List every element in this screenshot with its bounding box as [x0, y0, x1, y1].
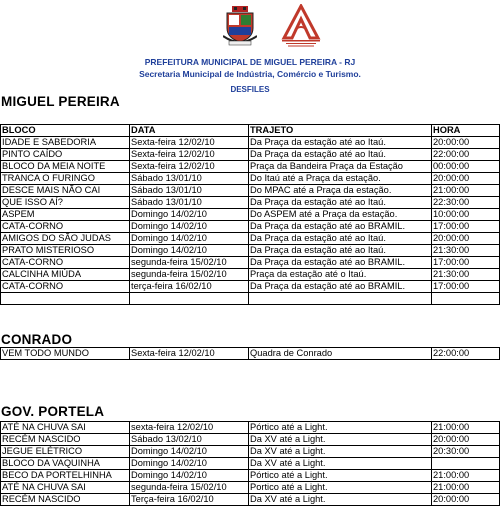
schedule-table-gov-portela: [0, 421, 500, 506]
bloco-cell: ASPEM: [1, 209, 130, 221]
time-cell: 00:00:00: [432, 161, 500, 173]
col-header-hora: HORA: [432, 125, 500, 137]
table-row: [1, 348, 500, 360]
route-cell: Praça da Bandeira Praça da Estação: [249, 161, 432, 173]
table-row: [1, 269, 500, 281]
bloco-cell: CATA-CORNO: [1, 257, 130, 269]
date-cell: segunda-feira 15/02/10: [130, 482, 249, 494]
route-cell: Da XV até a Light.: [249, 494, 432, 506]
date-cell: segunda-feira 15/02/10: [130, 257, 249, 269]
time-cell: 22:00:00: [432, 348, 500, 360]
bloco-cell: DESCE MAIS NÃO CAI: [1, 185, 130, 197]
date-cell: Domingo 14/02/10: [130, 233, 249, 245]
table-row: [1, 209, 500, 221]
group-title-gov-portela: GOV. PORTELA: [1, 404, 105, 419]
time-cell: 21:00:00: [432, 422, 500, 434]
date-cell: Sexta-feira 12/02/10: [130, 137, 249, 149]
table-row: [1, 458, 500, 470]
date-cell: Domingo 14/02/10: [130, 470, 249, 482]
route-cell: Da Praça da estação até ao Itaú.: [249, 197, 432, 209]
route-cell: Pórtico até a Light.: [249, 470, 432, 482]
table-row: [1, 233, 500, 245]
date-cell: Sábado 13/02/10: [130, 434, 249, 446]
col-header-data: DATA: [130, 125, 249, 137]
time-cell: 20:00:00: [432, 233, 500, 245]
table-row: [1, 161, 500, 173]
date-cell: Sábado 13/01/10: [130, 185, 249, 197]
time-cell: 21:30:00: [432, 245, 500, 257]
date-cell: Domingo 14/02/10: [130, 245, 249, 257]
date-cell: Domingo 14/02/10: [130, 221, 249, 233]
date-cell: Sexta-feira 12/02/10: [130, 149, 249, 161]
time-cell: 21:00:00: [432, 470, 500, 482]
section-title: DESFILES: [230, 85, 270, 94]
date-cell: terça-feira 16/02/10: [130, 281, 249, 293]
bloco-cell: BECO DA PORTELHINHA: [1, 470, 130, 482]
time-cell: 20:00:00: [432, 137, 500, 149]
route-cell: Portico até a Light.: [249, 482, 432, 494]
table-row: [1, 149, 500, 161]
route-cell: Da XV até a Light.: [249, 434, 432, 446]
table-row: [1, 197, 500, 209]
table-row: [1, 434, 500, 446]
route-cell: Do MPAC até a Praça da estação.: [249, 185, 432, 197]
table-row: [1, 257, 500, 269]
bloco-cell: RECÉM NASCIDO: [1, 494, 130, 506]
bloco-cell: AMIGOS DO SÃO JUDAS: [1, 233, 130, 245]
time-cell: 17:00:00: [432, 281, 500, 293]
table-row: [1, 281, 500, 293]
department-title: Secretaria Municipal de Indústria, Comércio e Turismo.: [139, 69, 361, 79]
route-cell: Da Praça da estação até ao Itaú.: [249, 137, 432, 149]
table-row: [1, 173, 500, 185]
route-cell: Quadra de Conrado: [249, 348, 432, 360]
time-cell: 20:30:00: [432, 446, 500, 458]
date-cell: Sexta-feira 12/02/10: [130, 161, 249, 173]
bloco-cell: VEM TODO MUNDO: [1, 348, 130, 360]
org-title: PREFEITURA MUNICIPAL DE MIGUEL PEREIRA - RJ: [144, 57, 356, 67]
time-cell: 20:00:00: [432, 494, 500, 506]
schedule-table-conrado: [0, 347, 500, 360]
route-cell: Da Praça da estação até ao Itaú.: [249, 245, 432, 257]
table-row: [1, 422, 500, 434]
time-cell: 21:00:00: [432, 482, 500, 494]
route-cell: Do Itaú até a Praça da estação.: [249, 173, 432, 185]
bloco-cell: CATA-CORNO: [1, 281, 130, 293]
time-cell: 10:00:00: [432, 209, 500, 221]
bloco-cell: CATA-CORNO: [1, 221, 130, 233]
tourism-secretariat-emblem-icon: [278, 4, 324, 48]
date-cell: Domingo 14/02/10: [130, 209, 249, 221]
table-row: [1, 494, 500, 506]
bloco-cell: ATÉ NA CHUVA SAI: [1, 482, 130, 494]
route-cell: Da XV até a Light.: [249, 458, 432, 470]
date-cell: Sexta-feira 12/02/10: [130, 348, 249, 360]
time-cell: 17:00:00: [432, 221, 500, 233]
date-cell: Sábado 13/01/10: [130, 173, 249, 185]
route-cell: Da XV até a Light.: [249, 446, 432, 458]
table-row: [1, 137, 500, 149]
bloco-cell: TRANCA O FURINGO: [1, 173, 130, 185]
table-row: [1, 185, 500, 197]
header-logos: [0, 0, 500, 58]
date-cell: Terça-feira 16/02/10: [130, 494, 249, 506]
bloco-cell: JEGUE ELÉTRICO: [1, 446, 130, 458]
time-cell: 21:00:00: [432, 185, 500, 197]
time-cell: 17:00:00: [432, 257, 500, 269]
column-header-row: [1, 125, 500, 137]
time-cell: 21:30:00: [432, 269, 500, 281]
time-cell: 22:30:00: [432, 197, 500, 209]
route-cell: Da Praça da estação até ao Itaú.: [249, 233, 432, 245]
date-cell: Domingo 14/02/10: [130, 446, 249, 458]
route-cell: Da Praça da estação até ao BRAMIL.: [249, 281, 432, 293]
bloco-cell: PINTO CAÍDO: [1, 149, 130, 161]
table-row: [1, 221, 500, 233]
col-header-trajeto: TRAJETO: [249, 125, 432, 137]
time-cell: 22:00:00: [432, 149, 500, 161]
col-header-bloco: BLOCO: [1, 125, 130, 137]
bloco-cell: IDADE E SABEDORIA: [1, 137, 130, 149]
schedule-table-miguel-pereira: [0, 124, 500, 305]
date-cell: sexta-feira 12/02/10: [130, 422, 249, 434]
date-cell: segunda-feira 15/02/10: [130, 269, 249, 281]
time-cell: 20:00:00: [432, 434, 500, 446]
time-cell: 20:00:00: [432, 173, 500, 185]
bloco-cell: QUE ISSO AÍ?: [1, 197, 130, 209]
route-cell: Praça da estação até o Itaú.: [249, 269, 432, 281]
bloco-cell: BLOCO DA MEIA NOITE: [1, 161, 130, 173]
group-title-miguel-pereira: MIGUEL PEREIRA: [1, 94, 120, 109]
empty-row: [1, 293, 500, 305]
table-row: [1, 470, 500, 482]
bloco-cell: ATÉ NA CHUVA SAI: [1, 422, 130, 434]
route-cell: Pórtico até a Light.: [249, 422, 432, 434]
date-cell: Domingo 14/02/10: [130, 458, 249, 470]
table-row: [1, 482, 500, 494]
bloco-cell: PRATO MISTERIOSO: [1, 245, 130, 257]
table-row: [1, 245, 500, 257]
group-title-conrado: CONRADO: [1, 332, 73, 347]
date-cell: Sábado 13/01/10: [130, 197, 249, 209]
table-row: [1, 446, 500, 458]
bloco-cell: CALCINHA MIÚDA: [1, 269, 130, 281]
route-cell: Da Praça da estação até ao BRAMIL.: [249, 221, 432, 233]
bloco-cell: BLOCO DA VAQUINHA: [1, 458, 130, 470]
route-cell: Do ASPEM até a Praça da estação.: [249, 209, 432, 221]
bloco-cell: RECÉM NASCIDO: [1, 434, 130, 446]
route-cell: Da Praça da estação até ao Itaú.: [249, 149, 432, 161]
route-cell: Da Praça da estação até ao BRAMIL.: [249, 257, 432, 269]
time-cell: [432, 458, 500, 470]
municipal-coat-of-arms-icon: [223, 6, 257, 46]
